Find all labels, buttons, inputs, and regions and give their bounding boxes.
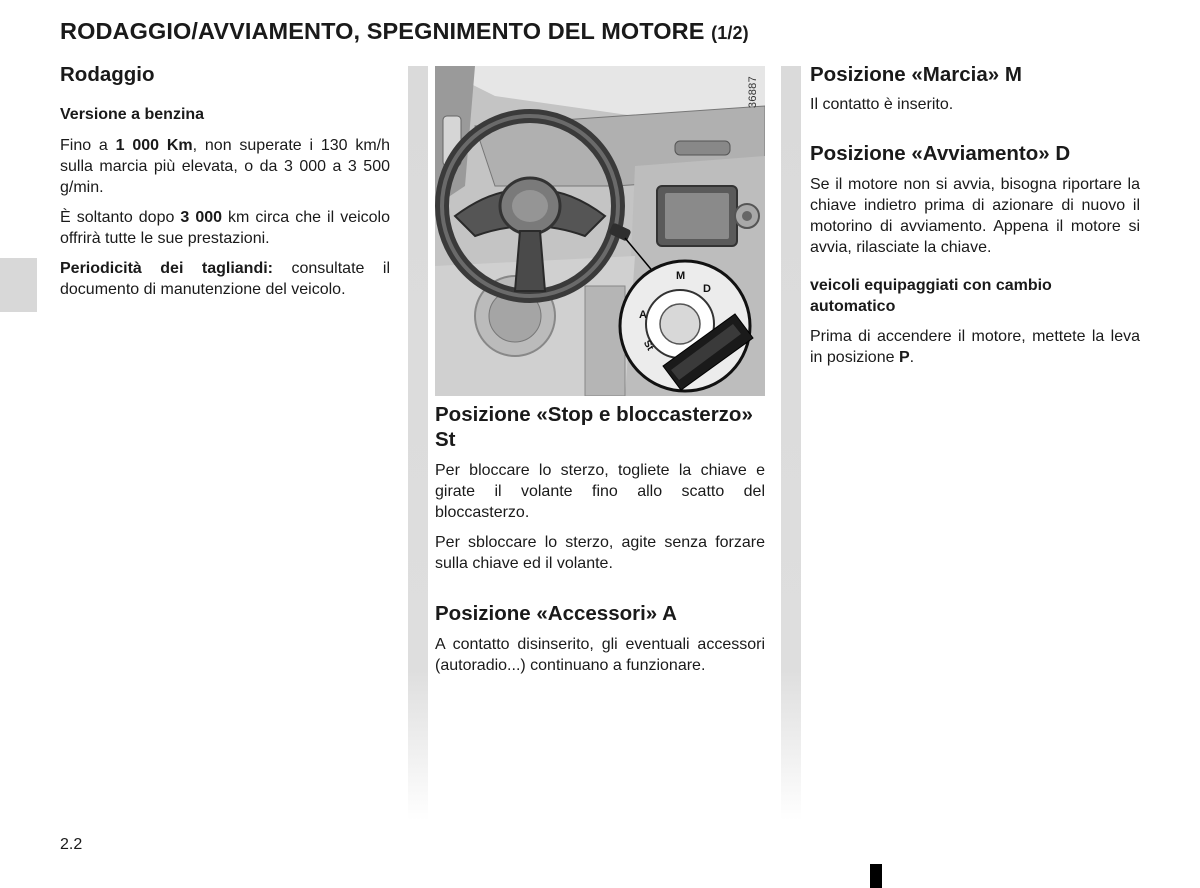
paragraph-service-interval: Periodicità dei tagliandi: consultate il documento di manutenzione del veicolo. xyxy=(60,260,391,298)
dial-label-st: St xyxy=(640,338,656,353)
right-column xyxy=(810,62,1140,368)
paragraph-lock-steering: Per bloccare lo sterzo, togliete la chiave e girate il volante fino allo scatto del bloccasterzo. xyxy=(435,462,765,521)
page-title xyxy=(60,18,749,45)
left-column xyxy=(60,62,390,300)
page-number: 2.2 xyxy=(60,836,83,853)
ignition-illustration xyxy=(435,66,765,396)
page-edge-mark xyxy=(870,864,882,888)
dial-label-m: M xyxy=(676,270,686,282)
page-part-indicator: (1/2) xyxy=(711,23,749,43)
section-heading-marcia: Posizione «Marcia» M xyxy=(810,63,1022,86)
column-separator-right xyxy=(781,66,801,821)
chapter-thumb-tab xyxy=(0,258,37,312)
section-heading-avviamento: Posizione «Avviamento» D xyxy=(810,142,1071,165)
figure-code: 36887 xyxy=(747,76,759,109)
section-heading-accessori: Posizione «Accessori» A xyxy=(435,602,677,625)
dashboard-drawing xyxy=(435,66,765,396)
middle-column xyxy=(435,402,765,676)
section-heading-stop: Posizione «Stop e bloccasterzo» St xyxy=(435,403,753,451)
dial-label-a: A xyxy=(639,309,647,321)
page-title-text: RODAGGIO/AVVIAMENTO, SPEGNIMENTO DEL MOTORE xyxy=(60,18,705,44)
dial-label-d: D xyxy=(703,283,711,295)
paragraph-unlock-steering: Per sbloccare lo sterzo, agite senza forzare sulla chiave ed il volante. xyxy=(435,534,765,572)
paragraph-km-limit: Fino a 1 000 Km, non superate i 130 km/h sulla marcia più elevata, o da 3 000 a 3 500 g/min. xyxy=(60,137,391,196)
paragraph-automatic: Prima di accendere il motore, mettete la leva in posizione P. xyxy=(810,328,1140,366)
subheading-benzina: Versione a benzina xyxy=(60,106,205,123)
paragraph-performance: È soltanto dopo 3 000 km circa che il veicolo offrirà tutte le sue prestazioni. xyxy=(60,209,391,247)
paragraph-marcia: Il contatto è inserito. xyxy=(810,96,954,113)
paragraph-accessori: A contatto disinserito, gli eventuali accessori (autoradio...) continuano a funzionare. xyxy=(435,636,765,674)
subheading-automatic: veicoli equipaggiati con cambio automatico xyxy=(810,277,1052,315)
column-separator-left xyxy=(408,66,428,821)
paragraph-avviamento: Se il motore non si avvia, bisogna riportare la chiave indietro prima di azionare di nuovo il motorino di avviamento. Appena il motore si avvia, rilasciate la chiave. xyxy=(810,176,1140,256)
section-heading-rodaggio: Rodaggio xyxy=(60,63,155,86)
